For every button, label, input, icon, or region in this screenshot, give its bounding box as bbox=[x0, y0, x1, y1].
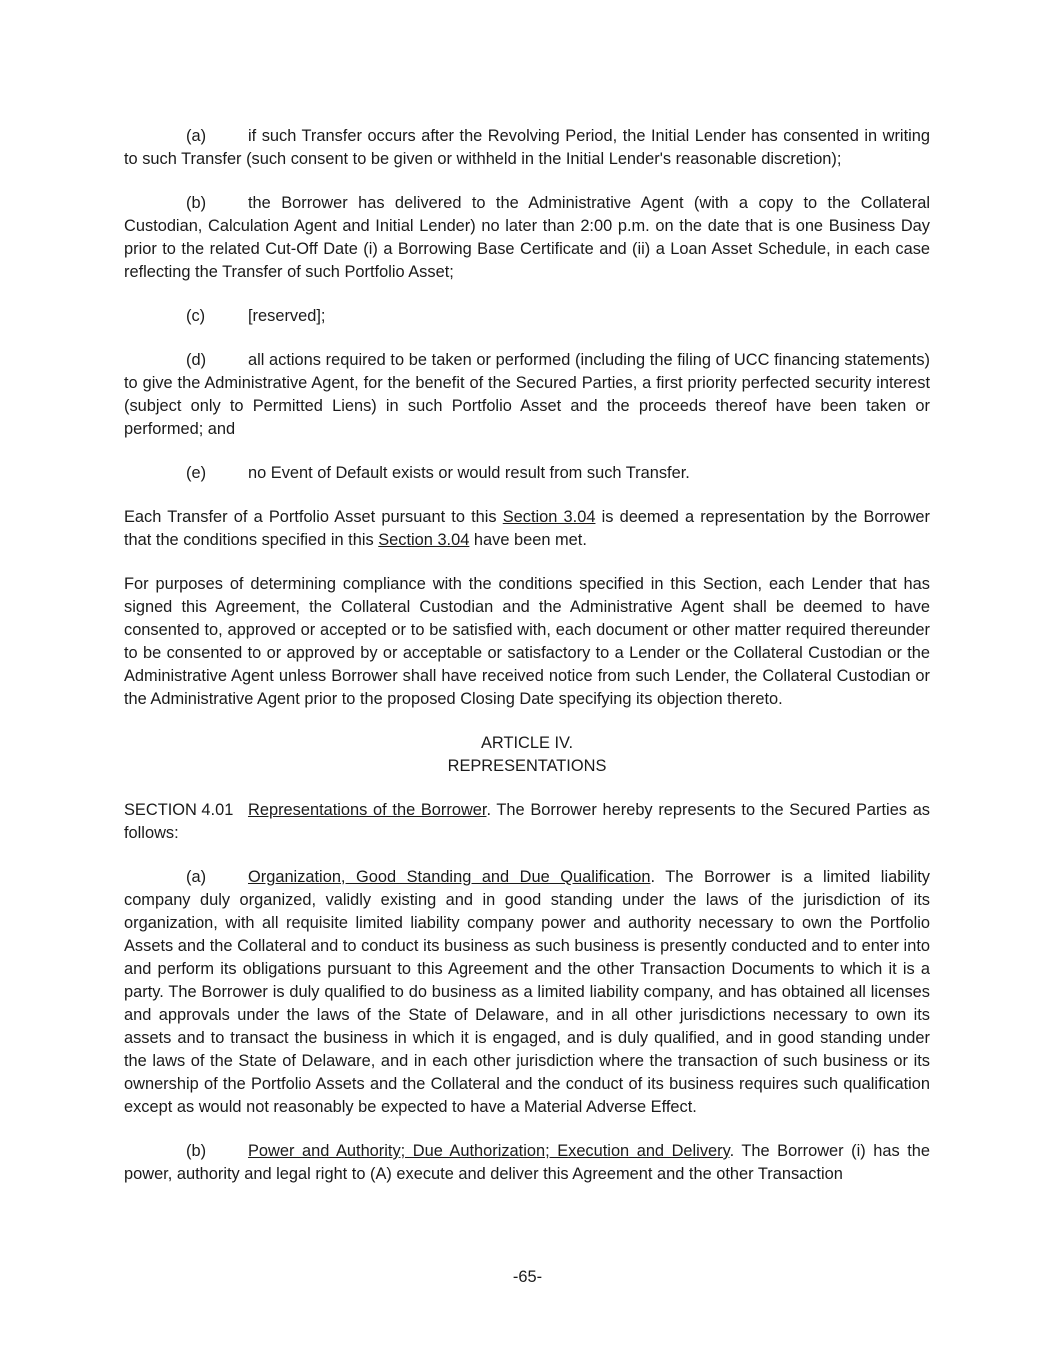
article-title: REPRESENTATIONS bbox=[447, 757, 607, 775]
subsection-b bbox=[124, 1140, 930, 1186]
subsection-label: (b) bbox=[186, 1142, 207, 1160]
page-content bbox=[124, 125, 930, 1207]
condition-item-d bbox=[124, 349, 930, 441]
section-reference-link: Section 3.04 bbox=[378, 531, 470, 549]
condition-item-c bbox=[124, 305, 930, 328]
item-label: (c) bbox=[186, 307, 206, 325]
transfer-text-1: Each Transfer of a Portfolio Asset pursuant to this bbox=[124, 508, 503, 526]
section-text: . The Borrower hereby represents to the Secured Parties as follows: bbox=[124, 801, 930, 842]
condition-item-e bbox=[124, 462, 930, 485]
transfer-text-2: is deemed a representation by the Borrower that the conditions specified in this bbox=[124, 508, 931, 549]
item-label: (e) bbox=[186, 464, 207, 482]
subsection-heading: Power and Authority; Due Authorization; Execution and Delivery bbox=[248, 1142, 730, 1160]
item-label: (d) bbox=[186, 351, 207, 369]
subsection-a bbox=[124, 866, 930, 1119]
item-text: if such Transfer occurs after the Revolving Period, the Initial Lender has consented in writing to such Transfer (such consent to be given or withheld in the Initial Lender's reasonable discretion); bbox=[124, 127, 930, 168]
condition-item-a bbox=[124, 125, 930, 171]
subsection-label: (a) bbox=[186, 868, 207, 886]
transfer-paragraph bbox=[124, 506, 930, 552]
item-label: (a) bbox=[186, 127, 207, 145]
section-reference-link: Section 3.04 bbox=[502, 508, 596, 526]
item-text: the Borrower has delivered to the Administrative Agent (with a copy to the Collateral Custodian, Calculation Agent and Initial Lender) no later than 2:00 p.m. on the date that is one Business Day prior to the related Cut-Off Date (i) a Borrowing Base Certificate and (ii) a Loan Asset Schedule, in each case reflecting the Transfer of such Portfolio Asset; bbox=[124, 194, 930, 281]
section-label: SECTION 4.01 bbox=[124, 801, 234, 819]
subsection-text: . The Borrower is a limited liability company duly organized, validly existing and in good standing under the laws of the jurisdiction of its organization, with all requisite limited liability company power and authority necessary to own the Portfolio Assets and the Collateral and to conduct its business as such business is presently conducted and to enter into and perform its obligations pursuant to this Agreement and the other Transaction Documents to which it is a party. The Borrower is duly qualified to do business as a limited liability company, and has obtained all licenses and approvals under the laws of the State of Delaware, and in all other jurisdictions necessary to own its assets and to transact the business in which it is engaged, and is duly qualified, and in good standing under the laws of the State of Delaware, and in each other jurisdiction where the transaction of such business or its ownership of the Portfolio Assets and the Collateral and the conduct of its business requires such qualification except as would not reasonably be expected to have a Material Adverse Effect. bbox=[124, 868, 930, 1116]
subsection-heading: Organization, Good Standing and Due Qualification bbox=[248, 868, 651, 886]
transfer-text-3: have been met. bbox=[469, 531, 587, 549]
item-label: (b) bbox=[186, 194, 207, 212]
section-heading: Representations of the Borrower bbox=[248, 801, 487, 819]
item-text: [reserved]; bbox=[248, 307, 326, 325]
condition-item-b bbox=[124, 192, 930, 284]
item-text: all actions required to be taken or performed (including the filing of UCC financing statements) to give the Administrative Agent, for the benefit of the Secured Parties, a first priority perfected security interest (subject only to Permitted Liens) in such Portfolio Asset and the proceeds thereof have been taken or performed; and bbox=[124, 351, 930, 438]
item-text: no Event of Default exists or would result from such Transfer. bbox=[248, 464, 690, 482]
section-4-01 bbox=[124, 799, 930, 845]
article-heading bbox=[124, 732, 930, 778]
page-number: -65- bbox=[512, 1268, 543, 1286]
article-number: ARTICLE IV. bbox=[480, 734, 573, 752]
subsection-text: . The Borrower (i) has the power, authority and legal right to (A) execute and deliver this Agreement and the other Transaction bbox=[124, 1142, 931, 1183]
purposes-paragraph: For purposes of determining compliance with the conditions specified in this Section, each Lender that has signed this Agreement, the Collateral Custodian and the Administrative Agent shall be deemed to have consented to, approved or accepted or to be satisfied with, each document or other matter required thereunder to be consented to or approved by or acceptable or satisfactory to a Lender or the Collateral Custodian or the Administrative Agent unless Borrower shall have received notice from such Lender, the Collateral Custodian or the Administrative Agent prior to the proposed Closing Date specifying its objection thereto. bbox=[124, 575, 930, 708]
